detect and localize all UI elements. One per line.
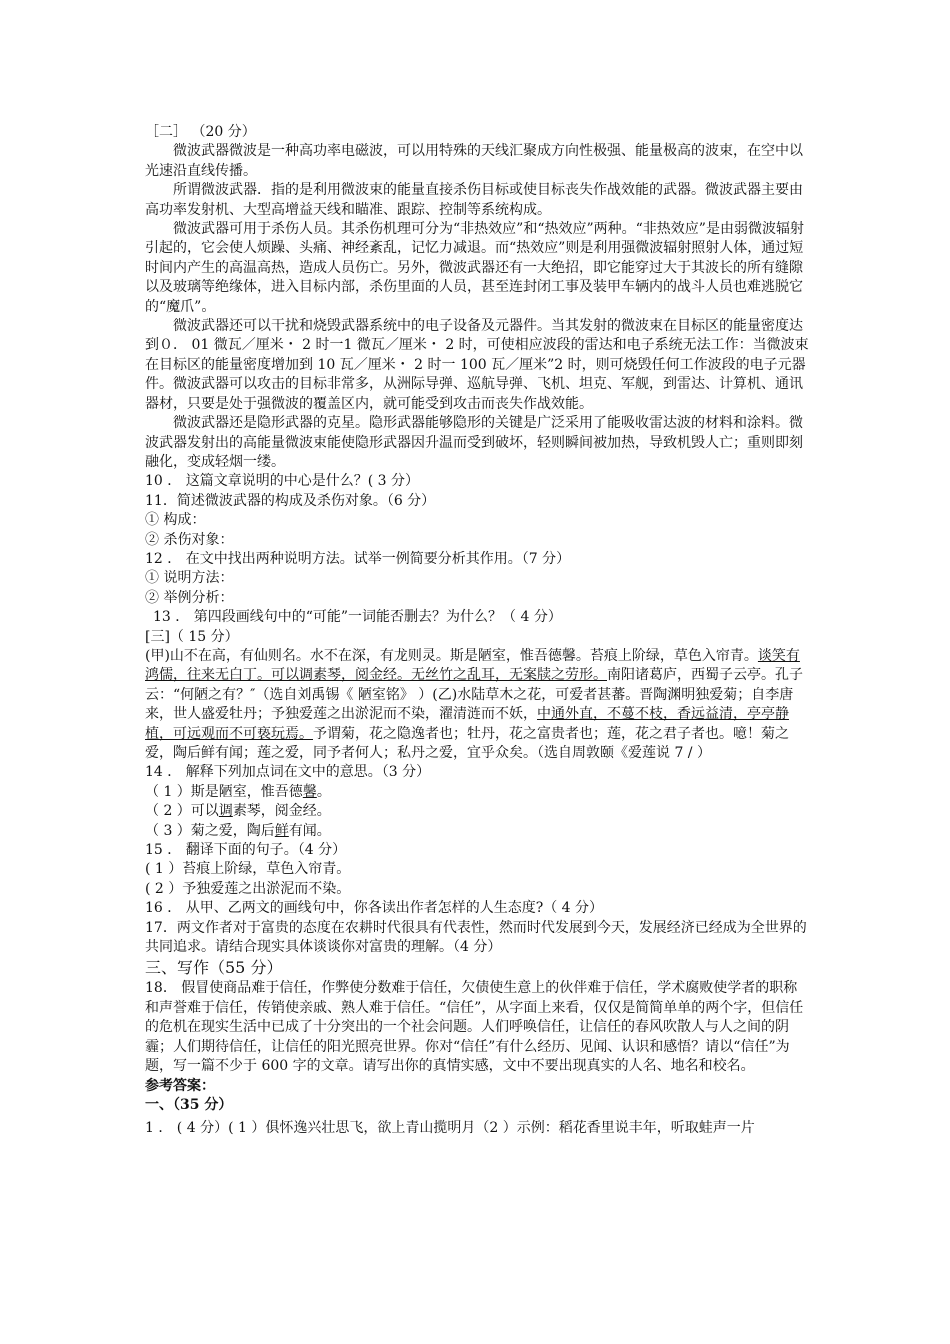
- question-16: 16 ． 从甲、乙两文的画线句中，你各读出作者怎样的人生态度?（ 4 分）: [145, 900, 604, 917]
- question-14-item-2: [145, 802, 810, 821]
- answers-section-1: 一、（35 分）: [145, 1096, 233, 1113]
- question-14-item-1: [145, 783, 810, 802]
- question-12-part-b: ② 举例分析：: [145, 589, 234, 606]
- question-15-item-2: ( 2 ）予独爱莲之出淤泥而不染。: [145, 880, 351, 897]
- passage-paragraph: 所谓微波武器．指的是利用微波束的能量直接杀伤目标或使目标丧失作战效能的武器。微波武器主要由高功率发射机、大型高增益天线和瞄准、跟踪、控制等系统构成。: [145, 182, 803, 218]
- question-17: 17．两文作者对于富贵的态度在农耕时代很具有代表性，然而时代发展到今天，发展经济已经成为全世界的共同追求。请结合现实具体谈谈你对富贵的理解。（4 分）: [145, 919, 807, 956]
- answers-heading: 参考答案：: [145, 1077, 215, 1094]
- passage-yi-text: 予谓菊，花之隐逸者也；牡丹，花之富贵者也；莲，花之君子者也。噫！菊之爱，陶后鲜有闻；莲之爱，同予者何人；私丹之爱，宜乎众矣。（选自周敦颐《爱莲说 7 / ）: [145, 725, 789, 761]
- passage-paragraph: 微波武器还是隐形武器的克星。隐形武器能够隐形的关键是广泛采用了能吸收雷达波的材料和涂料。微波武器发射出的高能量微波束能使隐形武器因升温而受到破坏，轻则瞬间被加热，导致机毁人亡；重则即刻融化，变成轻烟一缕。: [145, 415, 803, 470]
- passage-yi-underlined: 中通外直，不蔓不枝，香远益清，亭亭静植，可远观而不可亵玩焉。: [145, 706, 789, 742]
- marked-word: 调: [218, 803, 233, 820]
- section-heading-3: [三]（ 15 分）: [145, 628, 239, 645]
- question-11-part-a: ① 构成：: [145, 512, 206, 529]
- item-text: 。: [316, 783, 331, 800]
- question-18: 18． 假冒使商品难于信任，作弊使分数难于信任，欠债使生意上的伙伴难于信任，学术腐败使学者的职称和声誉难于信任，传销使亲戚、熟人难于信任。“信任”，从字面上来看，仅仅是简简单单的两个字，但信任的危机在现实生活中已成了十分突出的一个社会问题。人们呼唤信任，让信任的春风吹散人与人之间的阴霾；人们期待信任，让信任的阳光照亮世界。你对“信任”有什么经历、见闻、认识和感悟？请以“信任”为题，写一篇不少于 600 字的文章。请写出你的真情实感，文中不要出现真实的人名、地名和校名。: [145, 980, 804, 1075]
- question-15: 15 ． 翻译下面的句子。（4 分）: [145, 842, 347, 859]
- passage-paragraph: 微波武器可用于杀伤人员。其杀伤机理可分为“非热效应”和“热效应”两种。“非热效应”是由弱微波辐射引起的，它会使人烦躁、头痛、神经紊乱，记忆力减退。而“热效应”则是利用强微波辐射照射人体，通过短时间内产生的高温高热，造成人员伤亡。另外，微波武器还有一大绝招，即它能穿过大于其波长的所有缝隙以及玻璃等绝缘体，进入目标内部，杀伤里面的人员，甚至连封闭工事及装甲车辆内的战斗人员也难逃脱它的“魔爪”。: [145, 221, 804, 315]
- passage-jia-text: (甲)山不在高，有仙则名。水不在深，有龙则灵。斯是陋室，惟吾德馨。苔痕上阶绿，草色入帘青。: [145, 647, 758, 664]
- question-11: 11．简述微波武器的构成及杀伤对象。（6 分）: [145, 492, 436, 509]
- passage-paragraph: 微波武器微波是一种高功率电磁波，可以用特殊的天线汇聚成方向性极强、能量极高的波束，在空中以光速沿直线传播。: [145, 143, 803, 179]
- question-11-part-b: ② 杀伤对象：: [145, 531, 234, 548]
- question-13: 13 ． 第四段画线句中的“可能”一词能否删去？为什么？（ 4 分）: [153, 609, 562, 626]
- classical-passage: [145, 647, 810, 763]
- item-text: （ 3 ）菊之爱，陶后: [145, 822, 275, 839]
- answer-1: 1 ． ( 4 分）( 1 ）俱怀逸兴壮思飞，欲上青山揽明月（2 ）示例：稻花香里说丰年，听取蛙声一片: [145, 1120, 755, 1137]
- question-12-part-a: ① 说明方法：: [145, 570, 234, 587]
- marked-word: 馨: [302, 783, 317, 800]
- item-text: 素琴，阅金经。: [232, 803, 331, 820]
- item-text: 有闻。: [288, 822, 331, 839]
- marked-word: 鲜: [274, 822, 289, 839]
- question-12: 12 ． 在文中找出两种说明方法。试举一例简要分析其作用。（7 分）: [145, 550, 571, 567]
- passage-jia-yi-text: 南阳诸葛庐，西蜀子云亭。孔子云：“何陋之有？″（选自刘禹锡《 陋室铭》 ）(乙)水陆草木之花，可爱者甚蕃。晋陶渊明独爱菊；自李唐来，世人盛爱牡丹；予独爱莲之出淤泥而不染，濯清涟而不妖，: [145, 667, 803, 723]
- question-15-item-1: ( 1 ）苔痕上阶绿，草色入帘青。: [145, 861, 351, 878]
- section-heading-writing: 三、写作（55 分）: [145, 958, 283, 978]
- passage-jia-underlined: 谈笑有鸿儒，往来无白丁。可以调素琴，阅金经。无丝竹之乱耳，无案牍之劳形。: [145, 647, 800, 684]
- passage-paragraph: 微波武器还可以干扰和烧毁武器系统中的电子设备及元器件。当其发射的微波束在目标区的能量密度达到０． 01 微瓦／厘米・ 2 时一1 微瓦／厘米・ 2 时，可使相应波段的雷达和电子系统无法工作：当微波束在目标区的能量密度增加到 10 瓦／厘米・ 2 时一 100 瓦／厘米”2 时，则可烧毁任何工作波段的电子元器件。微波武器可以攻击的目标非常多，从洲际导弹、巡航导弹、飞机、坦克、军舰，到雷达、计算机、通讯器材，只要是处于强微波的覆盖区内，就可能受到攻击而丧失作战效能。: [145, 318, 809, 412]
- item-text: （ 2 ）可以: [145, 803, 219, 820]
- section-heading-2: ［二］ （20 分）: [145, 124, 256, 140]
- document-body: [145, 123, 810, 1141]
- question-10: 10 ． 这篇文章说明的中心是什么？( 3 分）: [145, 473, 419, 490]
- question-14-item-3: [145, 822, 810, 841]
- question-14: 14 ． 解释下列加点词在文中的意思。（3 分）: [145, 764, 431, 781]
- item-text: （ 1 ）斯是陋室，惟吾德: [145, 783, 303, 800]
